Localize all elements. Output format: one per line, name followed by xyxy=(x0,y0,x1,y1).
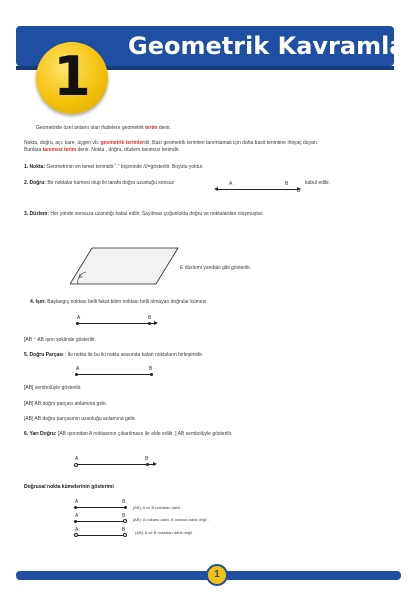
set1-line xyxy=(75,507,126,508)
term-highlight: terim xyxy=(145,125,158,131)
dogru-label-b: B xyxy=(285,181,289,187)
page-title: Geometrik Kavramlar xyxy=(128,32,418,60)
item-nokta: 1. Nokta: Geometrinin en temel terimidir."." biçiminde ///=gösterilir. Boyutu yoktur. xyxy=(24,164,204,170)
dp-line xyxy=(76,374,152,375)
page-number: 1 xyxy=(214,569,220,580)
set1-label-b: B xyxy=(122,499,126,505)
set1-label-a: A xyxy=(75,499,79,505)
set2-label-a: A xyxy=(75,513,79,519)
yd-label-a: A xyxy=(75,456,79,462)
set3-label-a: A xyxy=(75,527,79,533)
item-dogru-parcasi: 5. Doğru Parçası : İki nokta ile bu iki nokta arasında kalan noktaların birleşimidir. xyxy=(24,352,204,358)
set2-line xyxy=(75,521,123,522)
set3-desc: (AB]: A ve B noktaları dahil değil . xyxy=(135,530,195,535)
dp-label-b: B xyxy=(149,366,153,372)
dp-note-3: |AB| AB doğru parçasının uzunluğu anlamına gelir. xyxy=(24,416,136,422)
dp-note-2: [AB] AB doğru parçası anlamına gelir. xyxy=(24,401,108,407)
isin-label-a: A xyxy=(77,315,81,321)
intro-line-2: Nokta, doğru, açı, kare, üçgen vb. geometrik terimlerdir. Bazı geometrik terimleri tanımlamak için daha basit terimlere ihtiyaç duyarı. xyxy=(24,140,319,146)
item-isin: 4. Işın: Başlangıç noktası belli fakat bitim noktası belli olmayan doğrular kümesi xyxy=(30,299,207,305)
set2-point-b-open xyxy=(123,519,127,523)
dogru-label-a: A xyxy=(229,181,233,187)
arrow-right-icon xyxy=(153,462,157,466)
sets-title: Doğrusal nokta kümelerinin gösterimi xyxy=(24,484,114,490)
plane-caption: E düzlemi yandaki gibi gösterilir. xyxy=(180,265,252,271)
chapter-number: 1 xyxy=(53,45,91,108)
dogru-label-d: d xyxy=(297,188,300,194)
set3-line xyxy=(78,535,123,536)
item-duzlem: 3. Düzlem: Her yönde sonsuza uzandığı kabul edilir. Sayılmaz çoğunlukta doğru ve noktalardan oluşmuştur. xyxy=(24,211,264,217)
set3-label-b: B xyxy=(122,527,126,533)
set2-desc: [AB): A noktası dahil, B noktası dahil değil . xyxy=(133,517,210,522)
page-number-badge xyxy=(206,564,228,586)
dogru-line xyxy=(218,189,298,190)
set3-point-b-open xyxy=(123,533,127,537)
isin-caption: [AB ⁺ AB ışını şeklinde gösterilir. xyxy=(24,337,96,343)
item-dogru: 2. Doğru: Bir noktalar kümesi olup iki tarafa doğru uzunluğu sonsuz xyxy=(24,180,175,186)
intro-line-3: Bunlara tanımsız terim denir. Nokta , doğru, düzlem tanımsız terimdir. xyxy=(24,147,180,153)
set2-label-b: B xyxy=(122,513,126,519)
intro-line-1: Geometride özel anlamı olan ifadelere geometrik terim denir. xyxy=(36,125,172,131)
dp-label-a: A xyxy=(76,366,80,372)
arrow-left-icon xyxy=(214,187,218,191)
item-yari-dogru: 6. Yarı Doğru: [AB ışınından A noktasının çıkarılmasıı ile elde edilir. ] AB sembolüyle gösterilir. xyxy=(24,431,233,437)
plane-label: E xyxy=(79,274,83,280)
yd-label-b: B xyxy=(145,456,149,462)
arrow-right-icon xyxy=(154,321,158,325)
plane-figure xyxy=(70,246,180,286)
chapter-number-badge xyxy=(36,42,108,114)
dp-note-1: [AB] sembolüyle gösterilir. xyxy=(24,385,82,391)
set1-desc: [AB]; A ve B noktaları dahil. xyxy=(133,505,182,510)
isin-line xyxy=(77,323,155,324)
yd-line xyxy=(78,464,154,465)
isin-label-b: B xyxy=(148,315,152,321)
dogru-after: kabul edilir. xyxy=(305,180,331,186)
